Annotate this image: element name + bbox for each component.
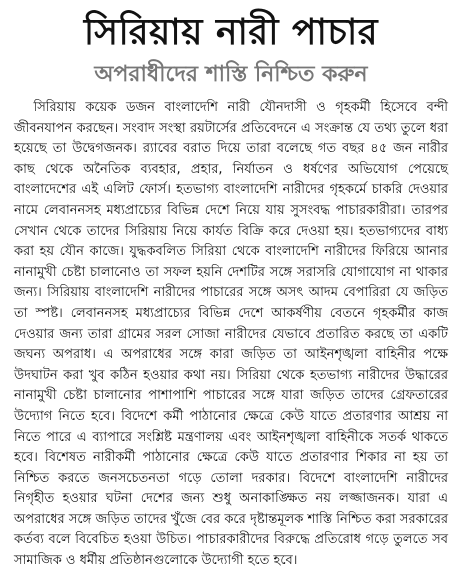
subheadline: অপরাধীদের শাস্তি নিশ্চিত করুন	[94, 62, 368, 87]
headline: সিরিয়ায় নারী পাচার	[83, 12, 379, 53]
article-body: সিরিয়ায় কয়েক ডজন বাংলাদেশি নারী যৌনদাসী ও গৃহকর্মী হিসেবে বন্দী জীবনযাপন করছেন। সংবাদ সংস্থা রয়টার্সের প্রতিবেদনে এ সংক্রান্ত যে তথ্য তুলে ধরা হয়েছে তা উদ্বেগজনক। র‍্যাবের বরাত দিয়ে তারা বলেছে গত বছর ৪৫ জন নারীর কাছ থেকে অনৈতিক ব্যবহার, প্রহার, নির্যাতন ও ধর্ষণের অভিযোগ পেয়েছে বাংলাদেশের এই এলিট ফোর্স। হতভাগ্য বাংলাদেশি নারীদের গৃহকর্মে চাকরি দেওয়ার নামে লেবাননসহ মধ্যপ্রাচ্যের বিভিন্ন দেশে নিয়ে যায় সুসংবদ্ধ পাচারকারীরা। তারপর সেখান থেকে তাদের সিরিয়ায় নিয়ে কার্যত বিক্রি করে দেওয়া হয়। হতভাগ্যদের বাধ্য করা হয় যৌন কাজে। যুদ্ধকবলিত সিরিয়া থেকে বাংলাদেশি নারীদের ফিরিয়ে আনার নানামুখী চেষ্টা চালানোও তা সফল হয়নি দেশটির সঙ্গে সরাসরি যোগাযোগ না থাকার জন্য। সিরিয়ায় বাংলাদেশি নারীদের পাচারের সঙ্গে অসৎ আদম বেপারিরা যে জড়িত তা স্পষ্ট। লেবাননসহ মধ্যপ্রাচ্যের বিভিন্ন দেশে আকর্ষণীয় বেতনে গৃহকর্মীর কাজ দেওয়ার জন্য তারা গ্রামের সরল সোজা নারীদের যেভাবে প্রতারিত করছে তা একটি জঘন্য অপরাধ। এ অপরাধের সঙ্গে কারা জড়িত তা আইনশৃঙ্খলা বাহিনীর পক্ষে উদঘাটন করা খুব কঠিন হওয়ার কথা নয়। সিরিয়া থেকে হতভাগ্য নারীদের উদ্ধারের নানামুখী চেষ্টা চালানোর পাশাপাশি পাচারের সঙ্গে যারা জড়িত তাদের গ্রেফতারের উদ্যোগ নিতে হবে। বিদেশে কর্মী পাঠানোর ক্ষেত্রে কেউ যাতে প্রতারণার আশ্রয় না নিতে পারে এ ব্যাপারে সংশ্লিষ্ট মন্ত্রণালয় এবং আইনশৃঙ্খলা বাহিনীকে সতর্ক থাকতে হবে। বিশেষত নারীকর্মী পাঠানোর ক্ষেত্রে কেউ যাতে প্রতারণার শিকার না হয় তা নিশ্চিত করতে জনসচেতনতা গড়ে তোলা দরকার। বিদেশে বাংলাদেশি নারীদের নিগৃহীত হওয়ার ঘটনা দেশের জন্য শুধু অনাকাঙ্ক্ষিত নয় লজ্জাজনক। যারা এ অপরাধের সঙ্গে জড়িত তাদের খুঁজে বের করে দৃষ্টান্তমূলক শাস্তি নিশ্চিত করা সরকারের কর্তব্য বলে বিবেচিত হওয়া উচিত। পাচারকারীদের বিরুদ্ধে প্রতিরোধ গড়ে তুলতে সব সামাজিক ও ধর্মীয় প্রতিষ্ঠানগুলোকে উদ্যোগী হতে হবে।	[14, 100, 448, 569]
